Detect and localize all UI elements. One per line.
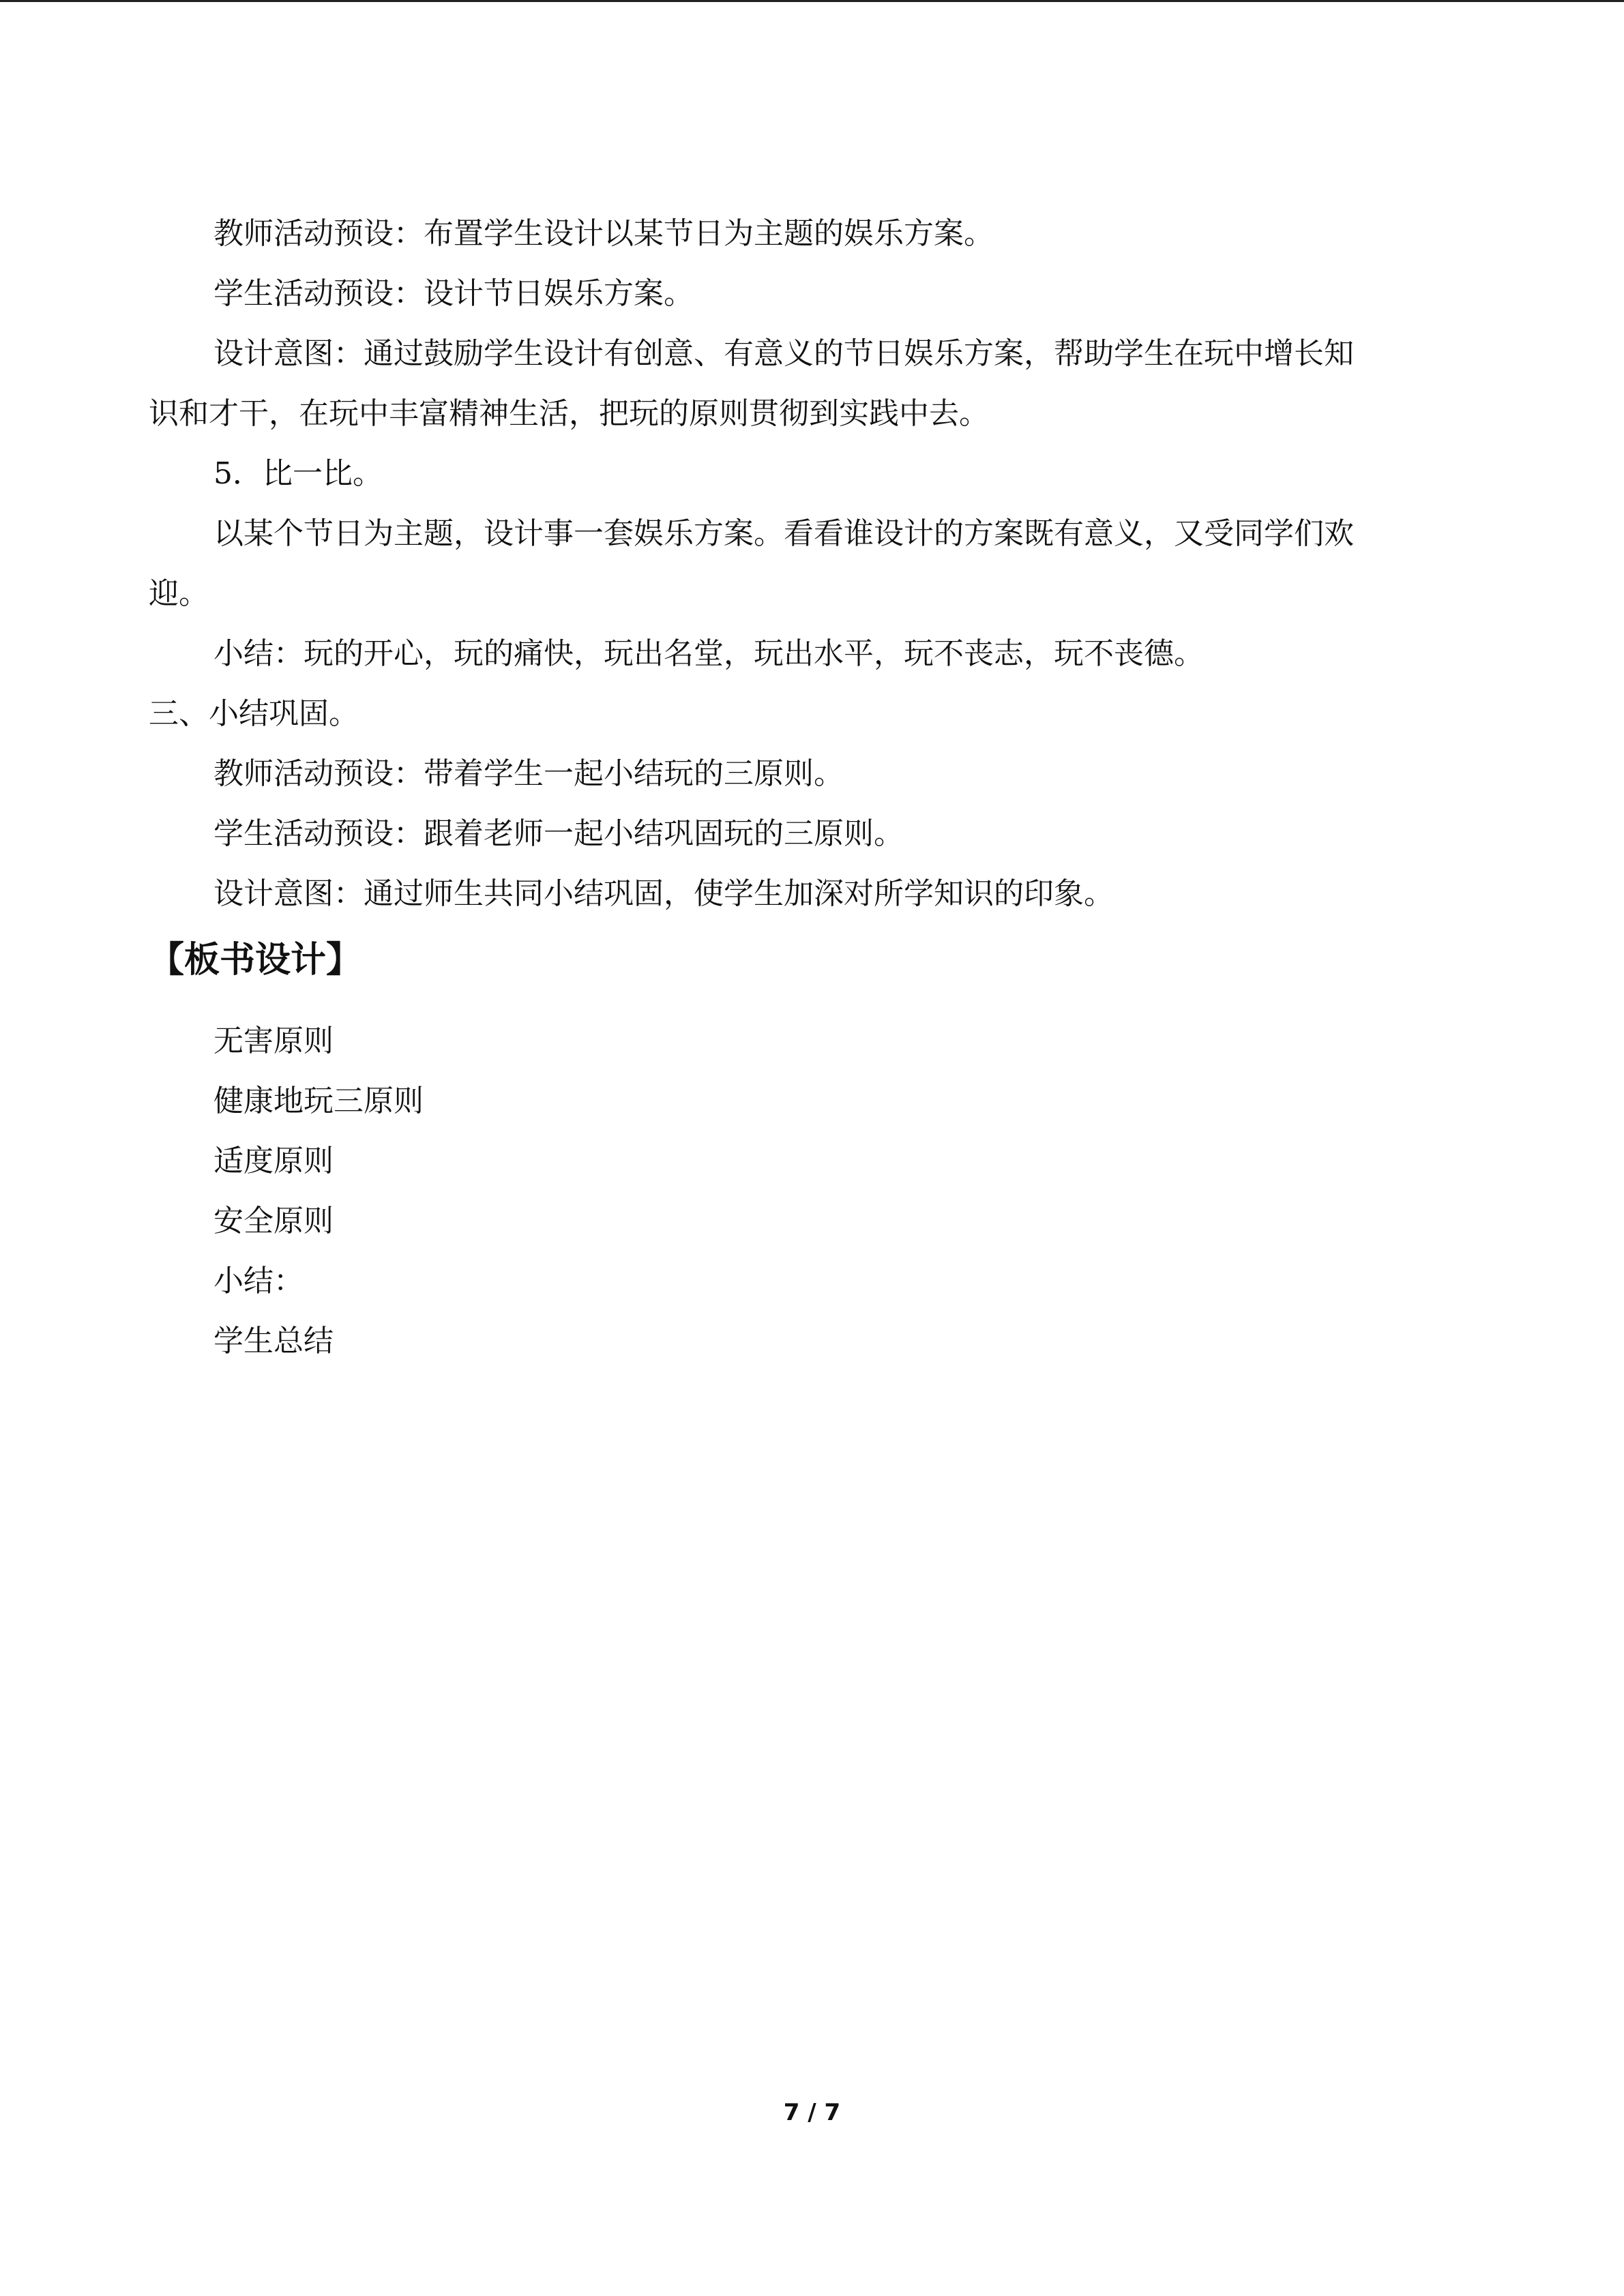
paragraph-compare-task: 以某个节日为主题，设计事一套娱乐方案。看看谁设计的方案既有意义，又受同学们欢 [213,516,1354,551]
paragraph-design-intent-2: 设计意图：通过师生共同小结巩固，使学生加深对所学知识的印象。 [213,876,1114,911]
board-design-heading: 【板书设计】 [149,940,362,981]
page-number: 7 / 7 [783,2099,841,2126]
paragraph-compare-task-cont: 迎。 [149,576,209,611]
board-item-summary-label: 小结： [213,1264,304,1298]
board-item-moderate: 适度原则 [213,1144,334,1178]
section-compare: 5．比一比。 [213,456,383,491]
paragraph-design-intent-1: 设计意图：通过鼓励学生设计有创意、有意义的节日娱乐方案，帮助学生在玩中增长知 [213,336,1354,371]
board-item-harmless: 无害原则 [213,1024,334,1058]
section-title-consolidate: 三、小结巩固。 [149,696,359,731]
board-item-safety: 安全原则 [213,1204,334,1238]
board-item-student-summary: 学生总结 [213,1324,334,1358]
paragraph-student-activity-2: 学生活动预设：跟着老师一起小结巩固玩的三原则。 [213,816,904,851]
board-item-three-principles: 健康地玩三原则 [213,1084,424,1118]
paragraph-teacher-activity-1: 教师活动预设：布置学生设计以某节日为主题的娱乐方案。 [213,216,994,251]
paragraph-design-intent-1-cont: 识和才干，在玩中丰富精神生活，把玩的原则贯彻到实践中去。 [149,396,989,431]
paragraph-teacher-activity-2: 教师活动预设：带着学生一起小结玩的三原则。 [213,756,844,791]
paragraph-student-activity-1: 学生活动预设：设计节日娱乐方案。 [213,276,694,311]
paragraph-summary: 小结：玩的开心，玩的痛快，玩出名堂，玩出水平，玩不丧志，玩不丧德。 [213,636,1204,671]
